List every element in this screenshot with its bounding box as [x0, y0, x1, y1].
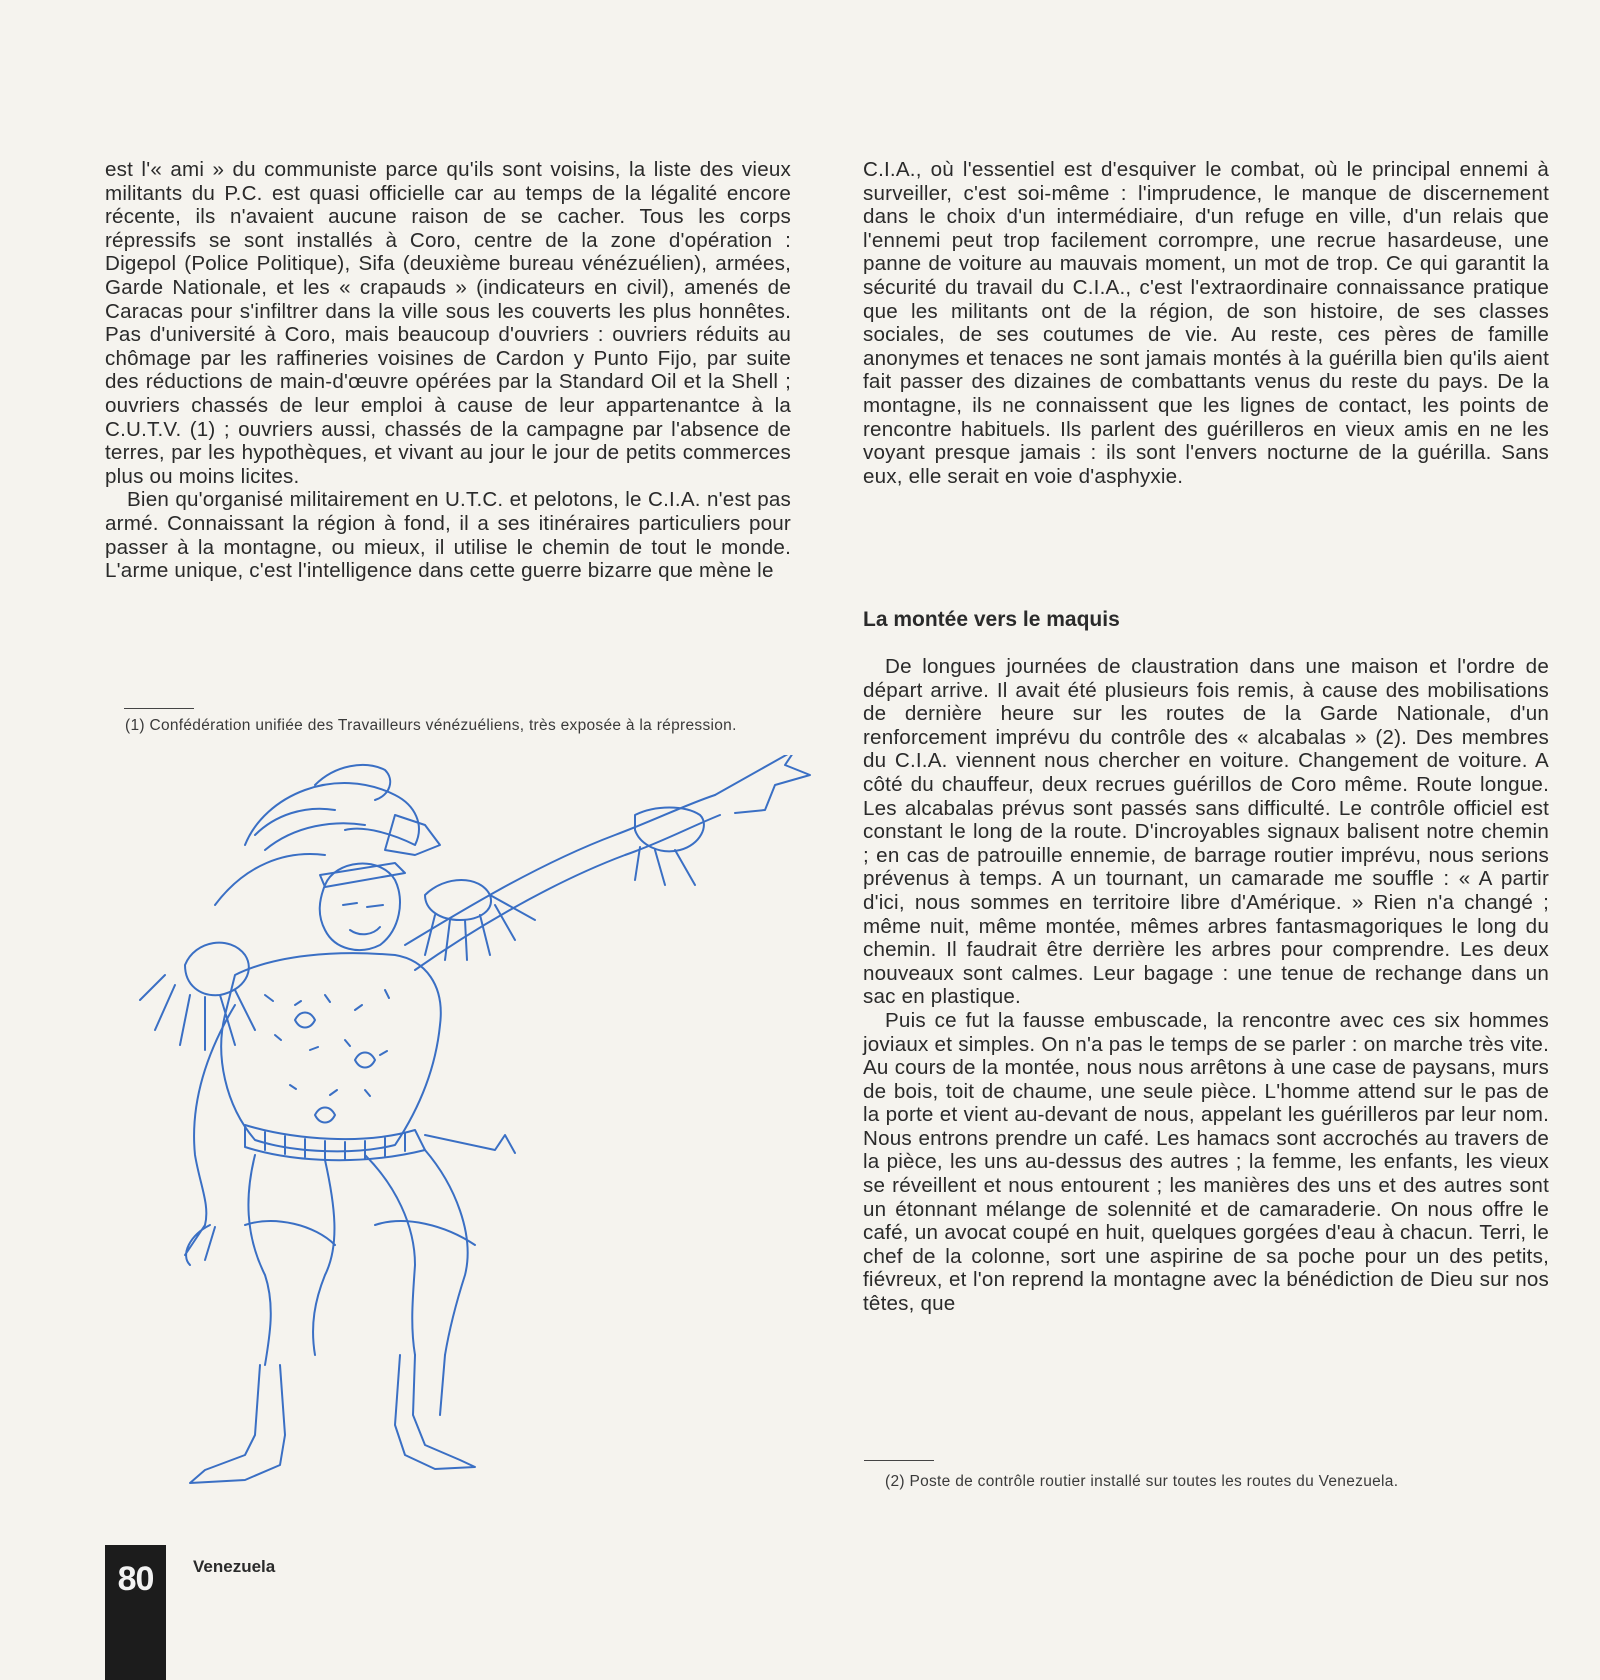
footnote-rule-right [864, 1460, 934, 1461]
right-column-bottom [863, 655, 1549, 1316]
right-paragraph-1: C.I.A., où l'essentiel est d'esquiver le combat, où le principal ennemi à surveiller, c'est soi-même : l'imprudence, le manque de discernement dans le choix d'un intermédiaire, d'un refuge en ville, d'un relais que l'ennemi peut trop facilement corrompre, une recrue hasardeuse, une panne de voiture au mauvais moment, un mot de trop. Ce qui garantit la sécurité du travail du C.I.A., c'est l'extraordinaire connaissance pratique que les militants ont de la région, de son histoire, de ses classes sociales, de ses coutumes de vie. Au reste, ces pères de famille anonymes et tenaces ne sont jamais montés à la guérilla bien qu'ils aient fait passer des dizaines de combattants venus du reste du pays. De la montagne, ils ne connaissent que les lignes de contact, les points de rencontre habituels. Ils parlent des guérilleros en vieux amis en ne les voyant presque jamais : ils sont l'envers nocturne de la guérilla. Sans eux, elle serait en voie d'asphyxie. [863, 158, 1549, 488]
right-paragraph-2: De longues journées de claustration dans une maison et l'ordre de départ arrive. Il avait été plusieurs fois remis, à cause des mobilisations de dernière heure sur les routes de la Garde Nationale, d'un renforcement imprévu du contrôle des « alcabalas » (2). Des membres du C.I.A. viennent nous chercher en voiture. Changement de voiture. A côté du chauffeur, deux recrues guérillos de Coro même. Route longue. Les alcabalas prévus sont passés sans difficulté. Le contrôle officiel est constant le long de la route. D'incroyables signaux balisent notre chemin ; en cas de patrouille ennemie, de barrage routier imprévu, nous serions prévenus à temps. A un tournant, un camarade me souffle : « A partir d'ici, nous sommes en territoire libre d'Amérique. » Rien n'a changé ; même nuit, même montée, mêmes arbres fantasmagoriques le long du chemin. Il faudrait être derrière les arbres pour comprendre. Les deux nouveaux sont calmes. Leur bagage : une tenue de rechange dans un sac en plastique. [863, 655, 1549, 1009]
right-paragraph-3: Puis ce fut la fausse embuscade, la rencontre avec ces six hommes joviaux et simples. On n'a pas le temps de se parler : on marche très vite. Au cours de la montée, nous nous arrêtons à une case de paysans, murs de bois, toit de chaume, une seule pièce. L'homme attend sur le pas de la porte et vient au-devant de nous, appelant les guérilleros par leur nom. Nous entrons prendre un café. Les hamacs sont accrochés au travers de la pièce, les uns au-dessus des autres ; la femme, les enfants, les vieux se réveillent et nous entourent ; les manières des uns et des autres sont un étonnant mélange de solennité et de camaraderie. On nous offre le café, un avocat coupé en huit, quelques gorgées d'eau à chacun. Terri, le chef de la colonne, sort une aspirine de sa poche pour un des petits, fiévreux, et l'on reprend la montagne avec la bénédiction de Dieu sur nos têtes, que [863, 1008, 1549, 1316]
running-head: Venezuela [193, 1557, 276, 1576]
page-number: 80 [117, 1560, 154, 1598]
left-paragraph-2: Bien qu'organisé militairement en U.T.C. et pelotons, le C.I.A. n'est pas armé. Connaissant la région à fond, il a ses itinéraires particuliers pour passer à la montagne, ou mieux, il utilise le chemin de tout le monde. L'arme unique, c'est l'intelligence dans cette guerre bizarre que mène le [105, 488, 791, 583]
footnote-1: (1) Confédération unifiée des Travailleurs vénézuéliens, très exposée à la répression. [125, 717, 737, 734]
left-column [105, 158, 791, 583]
left-paragraph-1: est l'« ami » du communiste parce qu'ils sont voisins, la liste des vieux militants du P.C. est quasi officielle car au temps de la légalité encore récente, ils n'avaient aucune raison de se cacher. Tous les corps répressifs se sont installés à Coro, centre de la zone d'opération : Digepol (Police Politique), Sifa (deuxième bureau vénézuélien), armées, Garde Nationale, et les « crapauds » (indicateurs en civil), amenés de Caracas pour s'infiltrer dans la ville sous les couverts les plus honnêtes. Pas d'université à Coro, mais beaucoup d'ouvriers : ouvriers réduits au chômage par les raffineries voisines de Cardon y Punto Fijo, par suite des réductions de main-d'œuvre opérées par la Standard Oil et la Shell ; ouvriers chassés de leur emploi à cause de leur appartenantce à la C.U.T.V. (1) ; ouvriers aussi, chassés de la campagne par l'absence de terres, par les hypothèques, et vivant au jour le jour de petits commerces plus ou moins licites. [105, 158, 791, 488]
guerrilla-illustration [95, 755, 835, 1495]
footnote-2: (2) Poste de contrôle routier installé sur toutes les routes du Venezuela. [885, 1473, 1399, 1490]
section-heading: La montée vers le maquis [863, 608, 1120, 631]
right-column-top [863, 158, 1549, 488]
footnote-rule-left [124, 708, 194, 709]
